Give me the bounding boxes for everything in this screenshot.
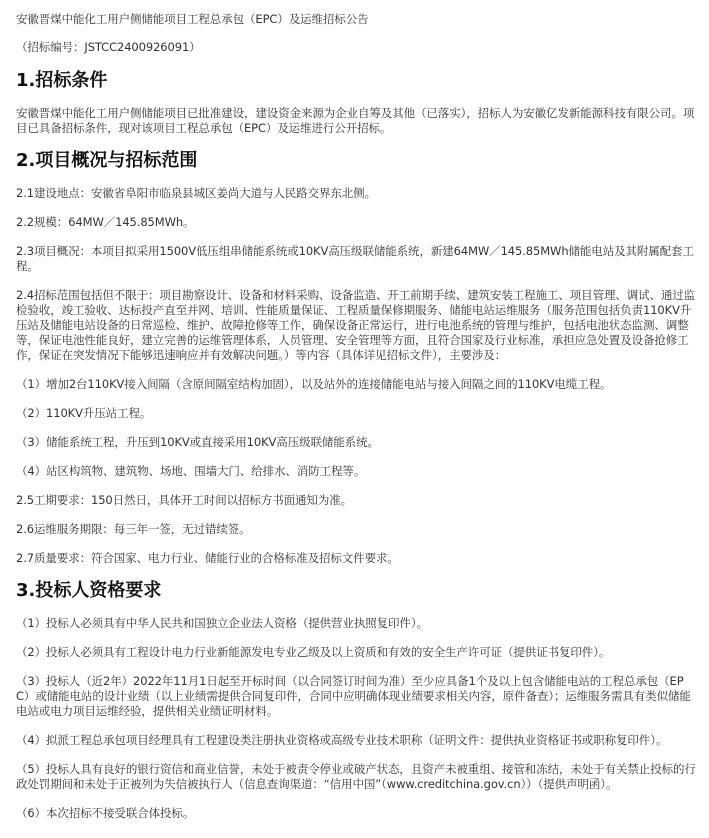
section-2-item-location: 2.1建设地点：安徽省阜阳市临泉县城区姜尚大道与人民路交界东北侧。 [16, 186, 376, 200]
section-2-item-scale: 2.2规模：64MW／145.85MWh。 [16, 215, 195, 229]
notice-document [16, 12, 696, 835]
section-3-item-1: （1）投标人必须具有中华人民共和国独立企业法人资格（提供营业执照复印件）。 [16, 616, 428, 630]
section-3-item-4: （4）拟派工程总承包项目经理具有工程建设类注册执业资格或高级专业技术职称（证明文件：提供执业资格证书或职称复印件）。 [16, 733, 668, 747]
section-3-item-2: （2）投标人必须具有工程设计电力行业新能源发电专业乙级及以上资质和有效的安全生产许可证（提供证书复印件）。 [16, 645, 611, 659]
section-2-item-service-period: 2.6运维服务期限：每三年一签，无过错续签。 [16, 522, 251, 536]
section-2-subitem-3: （3）储能系统工程，升压到10KV或直接采用10KV高压级联储能系统。 [16, 435, 379, 449]
section-1-heading: 1.招标条件 [16, 70, 108, 91]
section-3-item-5: （5）投标人具有良好的银行资信和商业信誉，未处于被责令停业或破产状态，且资产未被重组、接管和冻结，未处于有关禁止投标的行政处罚期间和未处于正被列为失信被执行人（信息查询渠道：“信用中国”（www.creditchina.gov.cn））（提供声明函）。 [16, 762, 696, 791]
section-2-item-duration: 2.5工期要求：150日然日，具体开工时间以招标方书面通知为准。 [16, 493, 353, 507]
tender-code: （招标编号：JSTCC2400926091） [16, 40, 201, 54]
section-2-heading: 2.项目概况与招标范围 [16, 150, 198, 171]
section-3-item-3: （3）投标人（近2年）2022年11月1日起至开标时间（以合同签订时间为准）至少应具备1个及以上包含储能电站的工程总承包（EPC）或储能电站的设计业绩（以上业绩需提供合同复印件，合同中应明确体现业绩要求相关内容，原件备查）；运维服务需具有类似储能电站或电力项目运维经验，提供相关业绩证明材料。 [16, 674, 691, 718]
notice-title: 安徽晋煤中能化工用户侧储能项目工程总承包（EPC）及运维招标公告 [16, 12, 369, 26]
section-1-body: 安徽晋煤中能化工用户侧储能项目已批准建设，建设资金来源为企业自筹及其他（已落实），招标人为安徽亿发新能源科技有限公司。项目已具备招标条件，现对该项目工程总承包（EPC）及运维进行公开招标。 [16, 106, 695, 135]
section-2-item-scope: 2.4招标范围包括但不限于：项目勘察设计、设备和材料采购、设备监造、开工前期手续、建筑安装工程施工、项目管理、调试、通过监检验收，竣工验收、达标投产直至并网、培训、性能质量保证、工程质量保修期服务、储能电站运维服务（服务范围包括负责110KV升压站及储能电站设备的日常巡检、维护、故障抢修等工作，确保设备正常运行，进行电池系统的管理与维护，包括电池状态监测、调整等，保证电池性能良好，建立完善的运维管理体系，人员管理、安全管理等方面，且符合国家及行业标准，承担应急处置及设备抢修工作，保证在突发情况下能够迅速响应并有效解决问题。）等内容（具体详见招标文件），主要涉及： [16, 288, 696, 362]
section-3-item-6: （6）本次招标不接受联合体投标。 [16, 806, 195, 820]
section-2-subitem-4: （4）站区构筑物、建筑物、场地、围墙大门、给排水、消防工程等。 [16, 464, 366, 478]
section-2-subitem-2: （2）110KV升压站工程。 [16, 406, 152, 420]
section-2-subitem-1: （1）增加2台110KV接入间隔（含原间隔室结构加固），以及站外的连接储能电站与接入间隔之间的110KV电缆工程。 [16, 377, 612, 391]
section-2-item-quality: 2.7质量要求：符合国家、电力行业、储能行业的合格标准及招标文件要求。 [16, 551, 399, 565]
section-2-item-overview: 2.3项目概况：本项目拟采用1500V低压组串储能系统或10KV高压级联储能系统，新建64MW／145.85MWh储能电站及其附属配套工程。 [16, 244, 694, 273]
section-3-heading: 3.投标人资格要求 [16, 580, 162, 601]
